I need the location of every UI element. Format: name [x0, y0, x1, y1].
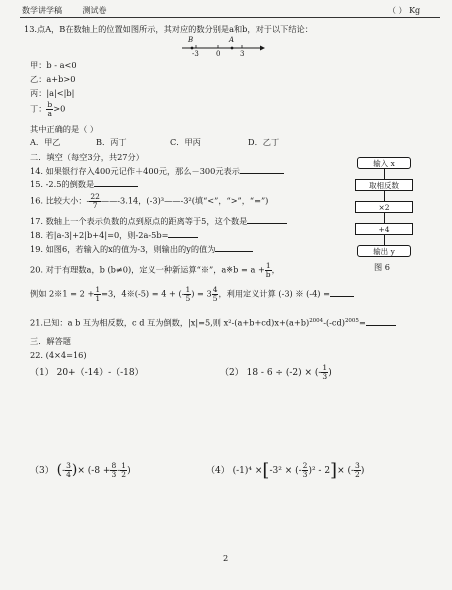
q19-answer-blank[interactable] — [215, 251, 253, 252]
q21 — [30, 316, 396, 329]
fraction-numerator: 1 — [95, 285, 101, 294]
q22-part-3-minus: - — [117, 466, 121, 476]
q14-text: 14. 如果银行存入400元记作＋400元，那么－300元表示 — [30, 166, 240, 176]
q20-example — [30, 286, 354, 303]
fraction-numerator: 4 — [212, 285, 218, 294]
close-paren: ) — [71, 462, 78, 478]
q13-option-d: D．乙丁 — [248, 137, 280, 147]
header-left — [22, 5, 107, 16]
q19-text: 19. 如图6，若输入的x的值为-3，则输出的y的值为 — [30, 244, 216, 254]
fraction-numerator: 22 — [90, 192, 100, 201]
axis-label-B: B — [188, 36, 194, 44]
q18 — [30, 230, 198, 241]
q16 — [30, 193, 268, 210]
q22-part-4-fraction-2 — [354, 462, 361, 479]
q13-bing: 丙：|a|<|b| — [30, 88, 75, 98]
flow-output-box: 输出 y — [357, 245, 411, 257]
q20-fraction — [265, 262, 272, 279]
fraction-denominator: 5 — [212, 294, 218, 303]
fraction-numerator: 8 — [111, 461, 117, 470]
q13-ding-prefix: 丁： — [30, 103, 47, 114]
fraction-numerator: 1 — [121, 461, 127, 470]
fraction-denominator: 2 — [355, 470, 360, 479]
q22-part-3-expr: × (-8 + — [77, 466, 111, 476]
fraction-numerator: b — [47, 100, 53, 109]
flow-arrow-4 — [384, 235, 385, 245]
q18-answer-blank[interactable] — [168, 237, 198, 238]
q17-text: 17. 数轴上一个表示负数的点到原点的距离等于5，这个数是 — [30, 216, 248, 226]
fraction-numerator: 2 — [302, 461, 308, 470]
q22-part-4 — [206, 462, 364, 479]
axis-tick-0: 0 — [216, 50, 221, 58]
q20-example-part4: ，利用定义计算 (-3) ※ (-4) = — [218, 288, 330, 299]
q22-part-4-a: (-1)⁴ × — [232, 466, 263, 476]
q13-option-c: C．甲丙 — [170, 137, 201, 147]
section-3-title: 三．解答题 — [30, 336, 71, 346]
fraction-numerator: 3 — [355, 461, 360, 470]
q14 — [30, 166, 284, 177]
q17 — [30, 216, 287, 227]
q16-prefix: 16. 比较大小：- — [30, 195, 90, 206]
fraction-denominator: 7 — [92, 201, 98, 210]
q16-fraction — [89, 193, 101, 210]
q22-part-4-d: × (- — [337, 466, 355, 476]
q15 — [30, 179, 138, 190]
fraction-denominator: 3 — [322, 372, 328, 381]
axis-label-A: A — [229, 36, 235, 44]
q13-ask: 其中正确的是（ ） — [30, 124, 99, 134]
q22-part-4-c: )² - 2 — [308, 466, 331, 476]
q13-option-b: B．丙丁 — [96, 137, 127, 147]
q17-answer-blank[interactable] — [247, 223, 287, 224]
q20-example-part1: 例如 2※1 = 2 + — [30, 288, 95, 299]
q22-part-3-label: （3） — [30, 466, 54, 476]
axis-tick-3: 3 — [240, 50, 245, 58]
flow-arrow-1 — [384, 169, 385, 179]
q22-part-3-fraction-1 — [65, 462, 72, 479]
fraction-numerator: 1 — [265, 261, 271, 270]
q22-heading: 22. (4×4=16) — [30, 350, 87, 360]
fraction-denominator: 5 — [185, 294, 191, 303]
q15-answer-blank[interactable] — [94, 186, 138, 187]
q20-example-part2: =3，4※(-5) = 4 + (- — [101, 288, 185, 299]
q22-part-3-close: ) — [127, 466, 131, 476]
fraction-denominator: 2 — [121, 470, 127, 479]
q16-rest: ——-3.14，(-3)³——-3²(填“<”，“>”，“=”) — [100, 195, 269, 206]
q20 — [30, 262, 280, 279]
q21-mid: -(-cd) — [323, 317, 345, 328]
axis-tick-neg3: -3 — [192, 50, 199, 58]
q21-answer-blank[interactable] — [366, 325, 396, 326]
q13-yi: 乙：a+b>0 — [30, 74, 76, 84]
flow-arrow-2 — [384, 191, 385, 201]
q22-part-4-b: -3² × (- — [269, 466, 302, 476]
header-subtitle: 测试卷 — [82, 6, 107, 15]
fraction-denominator: a — [47, 109, 53, 118]
open-bracket: [ — [262, 460, 270, 481]
q21-end: = — [358, 317, 366, 328]
fraction-denominator: 3 — [302, 470, 308, 479]
header-title: 数学讲学稿 — [22, 6, 62, 15]
q14-answer-blank[interactable] — [240, 173, 284, 174]
q21-main: 21.已知：a b 互为相反数，c d 互为倒数，|x|=5,则 x²-(a+b+cd)x+(a+b) — [30, 317, 310, 328]
section-2-title: 二．填空（每空3分，共27分） — [30, 152, 144, 162]
q18-text: 18. 若|a-3|+2|b+4|=0，则-2a-5b= — [30, 230, 169, 240]
q22-part-4-label: （4） — [206, 466, 230, 476]
q20-prefix: 20. 对于有理数a，b (b≠0)，定义一种新运算“※”，a※b = a + — [30, 264, 265, 275]
q13-ding-suffix: >0 — [53, 103, 66, 114]
flow-op2-box: ×2 — [355, 201, 413, 213]
q22-part-2 — [220, 364, 332, 381]
header-right: （ ） Kg — [388, 6, 421, 15]
header-rule — [20, 17, 440, 18]
flow-input-box: 输入 x — [357, 157, 411, 169]
flow-arrow-3 — [384, 213, 385, 223]
fraction-denominator: b — [265, 270, 271, 279]
q22-part-3: （3） (- $\frac{3}{4}$ )× (-8 + $\frac{8}{3}$ - $\frac{1}{2}$ ) — [30, 461, 131, 479]
fraction-numerator: 1 — [322, 363, 328, 372]
flow-op3-box: +4 — [355, 223, 413, 235]
q15-text: 15. -2.5的倒数是 — [30, 179, 95, 189]
fraction-denominator: 1 — [95, 294, 101, 303]
q22-part-4-e: ) — [360, 466, 365, 476]
close-bracket: ] — [330, 460, 338, 481]
fraction-numerator: 1 — [185, 285, 191, 294]
q20-example-part3: ) = 3 — [191, 288, 212, 299]
q21-exponent-1: 2004 — [309, 318, 324, 324]
q13-jia: 甲：b - a<0 — [30, 60, 77, 70]
q22-part-1: （1） 20+（-14）-（-18） — [30, 368, 144, 378]
flow-caption: 图 6 — [374, 262, 390, 272]
q22-part-2-close: ) — [328, 368, 332, 378]
fraction-denominator: 3 — [111, 470, 117, 479]
q13-option-a: A．甲乙 — [30, 137, 61, 147]
q20-answer-blank[interactable] — [330, 296, 354, 297]
fraction-numerator: 3 — [66, 461, 71, 470]
q20-suffix: ， — [271, 264, 280, 275]
q21-exponent-2: 2005 — [344, 318, 359, 324]
flow-op1-box: 取相反数 — [355, 179, 413, 191]
q19 — [30, 244, 253, 255]
q13-ding — [30, 101, 65, 118]
open-paren: ( — [56, 462, 63, 478]
q22-part-2-expr: 18 - 6 ÷ (-2) × (- — [246, 368, 322, 378]
q13-stem: 13.点A，B在数轴上的位置如图所示，其对应的数分别是a和b，对于以下结论： — [24, 24, 313, 34]
q22-part-2-label: （2） — [220, 368, 244, 378]
fraction-denominator: 4 — [66, 470, 71, 479]
page-number: 2 — [223, 553, 229, 563]
